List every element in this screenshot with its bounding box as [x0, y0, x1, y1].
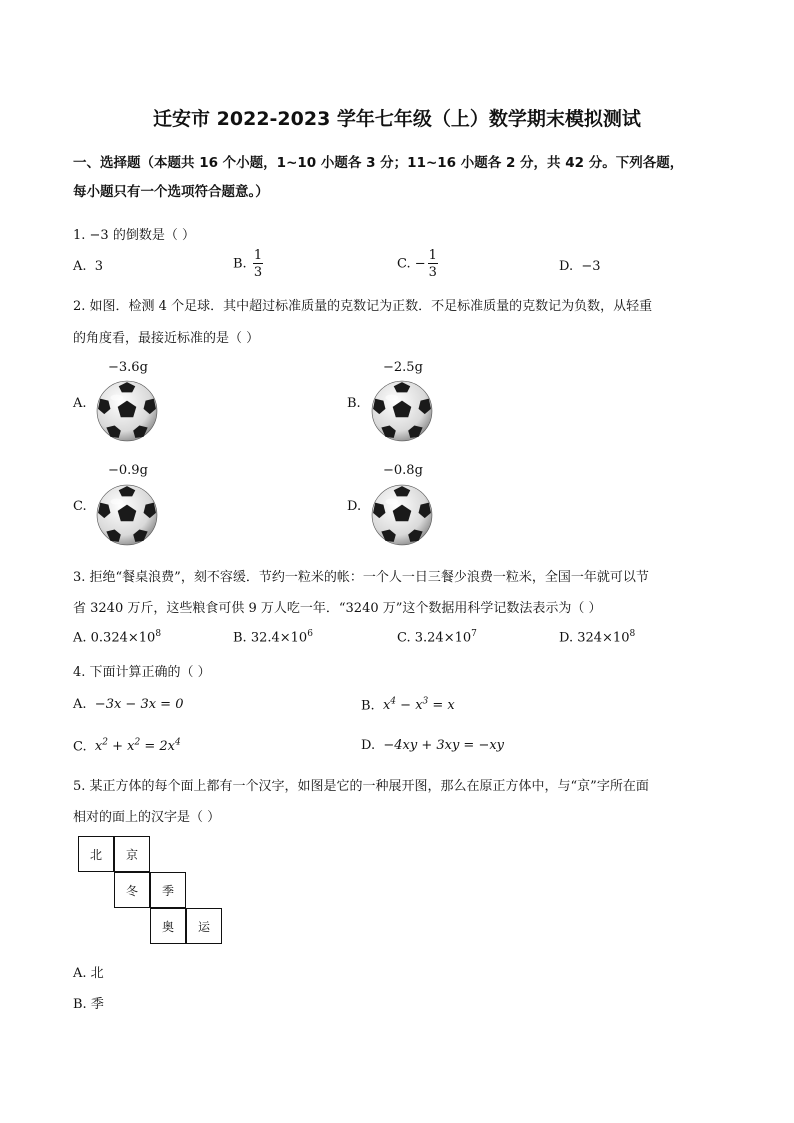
q2-line1: 2. 如图．检测 4 个足球．其中超过标准质量的克数记为正数．不足标准质量的克数记为负数，从轻重	[73, 299, 653, 314]
q1-b-fraction: $\frac{1}{3}$	[253, 248, 263, 280]
q1-stem: 1. −3 的倒数是（ ）	[73, 228, 195, 243]
q2-line2: 的角度看，最接近标准的是（ ）	[73, 331, 260, 346]
net-cell: 京	[114, 836, 150, 872]
q2-a-weight: −3.6g	[108, 360, 148, 375]
q3-option-c[interactable]: C. $3.24\times 10^7$	[397, 629, 477, 646]
q2-a-label[interactable]: A.	[73, 396, 87, 411]
q1-option-d[interactable]	[559, 259, 601, 274]
q1-option-b[interactable]	[233, 249, 263, 279]
soccer-ball-icon	[96, 484, 158, 546]
q3-option-a[interactable]: A. $0.324\times 10^8$	[73, 629, 162, 646]
net-cell: 奥	[150, 908, 186, 944]
q5-line1: 5. 某正方体的每个面上都有一个汉字，如图是它的一种展开图，那么在原正方体中，与“京”字所在面	[73, 779, 649, 794]
soccer-ball-icon	[96, 380, 158, 442]
q4-option-d[interactable]: D. −4xy + 3xy = −xy	[361, 738, 505, 753]
q4-option-b[interactable]: B. $x^4 - x^3 = x$	[361, 697, 455, 714]
q2-b-label[interactable]: B.	[347, 396, 361, 411]
q1-a-label: A.	[73, 259, 87, 274]
q1-c-sign: −	[414, 256, 426, 272]
q2-b-weight: −2.5g	[383, 360, 423, 375]
net-cell: 运	[186, 908, 222, 944]
q2-c-weight: −0.9g	[108, 463, 148, 478]
q2-d-label[interactable]: D.	[347, 499, 362, 514]
q3-line1: 3. 拒绝“餐桌浪费”，刻不容缓．节约一粒米的帐：一个人一日三餐少浪费一粒米，全国一年就可以节	[73, 570, 649, 585]
q1-a-value: 3	[94, 259, 104, 274]
q1-c-label: C.	[397, 256, 411, 272]
net-cell: 季	[150, 872, 186, 908]
section-header-line2: 每小题只有一个选项符合题意。）	[73, 184, 269, 200]
q4-option-a[interactable]: A. −3x − 3x = 0	[73, 697, 184, 712]
q3-option-b[interactable]: B. $32.4\times 10^6$	[233, 629, 313, 646]
q1-d-label: D.	[559, 259, 574, 274]
q2-d-weight: −0.8g	[383, 463, 423, 478]
q4-stem: 4. 下面计算正确的（ ）	[73, 665, 211, 680]
q5-option-a[interactable]: A. 北	[73, 966, 104, 981]
q3-option-d[interactable]: D. $324\times 10^8$	[559, 629, 636, 646]
q5-line2: 相对的面上的汉字是（ ）	[73, 810, 221, 825]
q5-option-b[interactable]: B. 季	[73, 997, 104, 1012]
section-header-line1: 一、选择题（本题共 16 个小题，1~10 小题各 3 分；11~16 小题各 2 分，共 42 分。下列各题，	[73, 155, 684, 171]
soccer-ball-icon	[371, 484, 433, 546]
q1-b-label: B.	[233, 256, 247, 272]
q2-c-label[interactable]: C.	[73, 499, 87, 514]
q1-option-c[interactable]	[397, 249, 438, 279]
net-cell: 冬	[114, 872, 150, 908]
q1-c-fraction: $\frac{1}{3}$	[428, 248, 437, 280]
q1-option-a[interactable]	[73, 259, 103, 274]
q3-line2: 省 3240 万斤，这些粮食可供 9 万人吃一年．“3240 万”这个数据用科学记数法表示为（ ）	[73, 601, 602, 616]
page-title: 迁安市 2022-2023 学年七年级（上）数学期末模拟测试	[153, 108, 641, 130]
soccer-ball-icon	[371, 380, 433, 442]
q4-option-c[interactable]: C. $x^2 + x^2 = 2x^4$	[73, 738, 181, 755]
q1-d-value: −3	[581, 259, 601, 274]
net-cell: 北	[78, 836, 114, 872]
